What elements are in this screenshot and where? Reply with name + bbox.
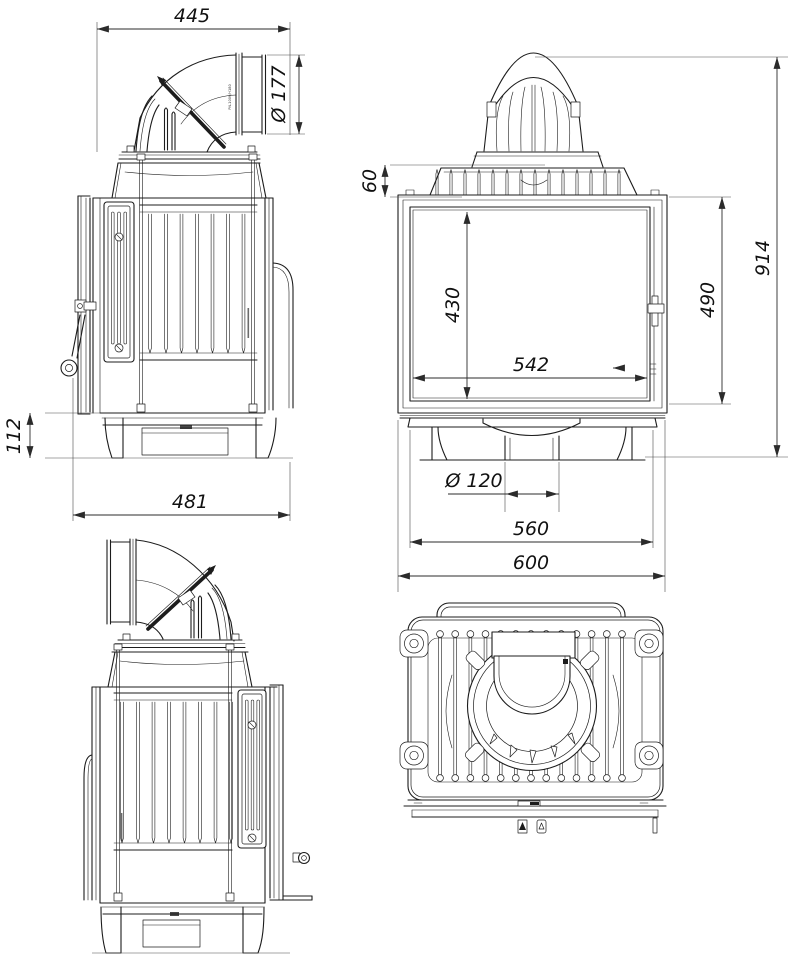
- svg-text:Ø 120: Ø 120: [445, 470, 503, 492]
- damper-brace-mirror: [146, 565, 216, 629]
- upper-casting-side-mirror: [108, 652, 252, 687]
- casting-mark: [248, 308, 250, 338]
- dim-depth-top: [97, 5, 290, 152]
- ribbed-panel-side-mirror: [114, 693, 232, 850]
- side-view-flue-left: [84, 539, 312, 953]
- svg-text:542: 542: [512, 354, 550, 376]
- top-view: [400, 603, 666, 833]
- finned-tier-front: [430, 168, 637, 195]
- dim-glass-height: [442, 212, 467, 399]
- rear-shield-bump: [273, 263, 293, 408]
- base-front: [400, 416, 665, 461]
- svg-text:490: 490: [697, 281, 719, 319]
- svg-text:60: 60: [359, 168, 381, 194]
- front-leg: [105, 418, 123, 458]
- left-leg: [432, 427, 447, 460]
- air-vent-panel-side: [104, 202, 134, 362]
- side-view-flue-right: [3, 5, 305, 521]
- base-side-mirror: [92, 907, 290, 953]
- ash-drawer: [142, 428, 228, 455]
- body-front: [398, 190, 667, 413]
- latch-hook: [537, 820, 546, 833]
- flue-elbow-pipe-mirror: [107, 539, 234, 641]
- upper-casting-side: [112, 163, 266, 198]
- latch-hook: [518, 820, 527, 833]
- vent-screw: [248, 721, 256, 729]
- flue-elbow-pipe: [134, 53, 266, 152]
- dim-width-overall: [398, 420, 665, 592]
- rear-leg: [256, 418, 276, 458]
- tie-rods-side: [137, 154, 257, 412]
- dim-glass-width: [413, 354, 647, 378]
- svg-text:112: 112: [3, 417, 25, 455]
- svg-text:914: 914: [752, 239, 774, 277]
- svg-text:600: 600: [512, 552, 550, 574]
- dim-flue-diameter: [267, 55, 305, 134]
- svg-text:481: 481: [171, 491, 209, 513]
- svg-text:560: 560: [512, 518, 550, 540]
- side-pin: [653, 818, 657, 833]
- vent-screw: [248, 834, 256, 842]
- ash-drawer: [143, 920, 200, 947]
- dome-fins-side-mirror: [191, 585, 231, 639]
- flue-dome-front: [472, 53, 603, 167]
- svg-text:445: 445: [173, 5, 211, 27]
- casting-mark: [121, 813, 123, 841]
- ribbed-panel-side: [140, 205, 257, 360]
- collar-plate: [492, 632, 575, 658]
- dome-fins-side: [136, 96, 175, 151]
- dim-air-inlet-diameter: [444, 462, 559, 512]
- air-vent-panel-side-mirror: [238, 690, 266, 848]
- base-side: [102, 418, 276, 458]
- svg-text:430: 430: [442, 286, 464, 324]
- flue-pipe-marking: PN-1009/H180: [228, 84, 232, 110]
- top-view-front-band: [404, 800, 666, 833]
- vent-screw: [115, 344, 123, 352]
- svg-text:Ø 177: Ø 177: [268, 65, 290, 123]
- dim-body-height: [669, 197, 731, 404]
- front-view: [359, 53, 788, 592]
- door-edge-side-mirror: [270, 685, 312, 900]
- tie-rods-side-mirror: [114, 644, 234, 901]
- right-leg: [617, 427, 632, 460]
- vent-screw: [115, 233, 123, 241]
